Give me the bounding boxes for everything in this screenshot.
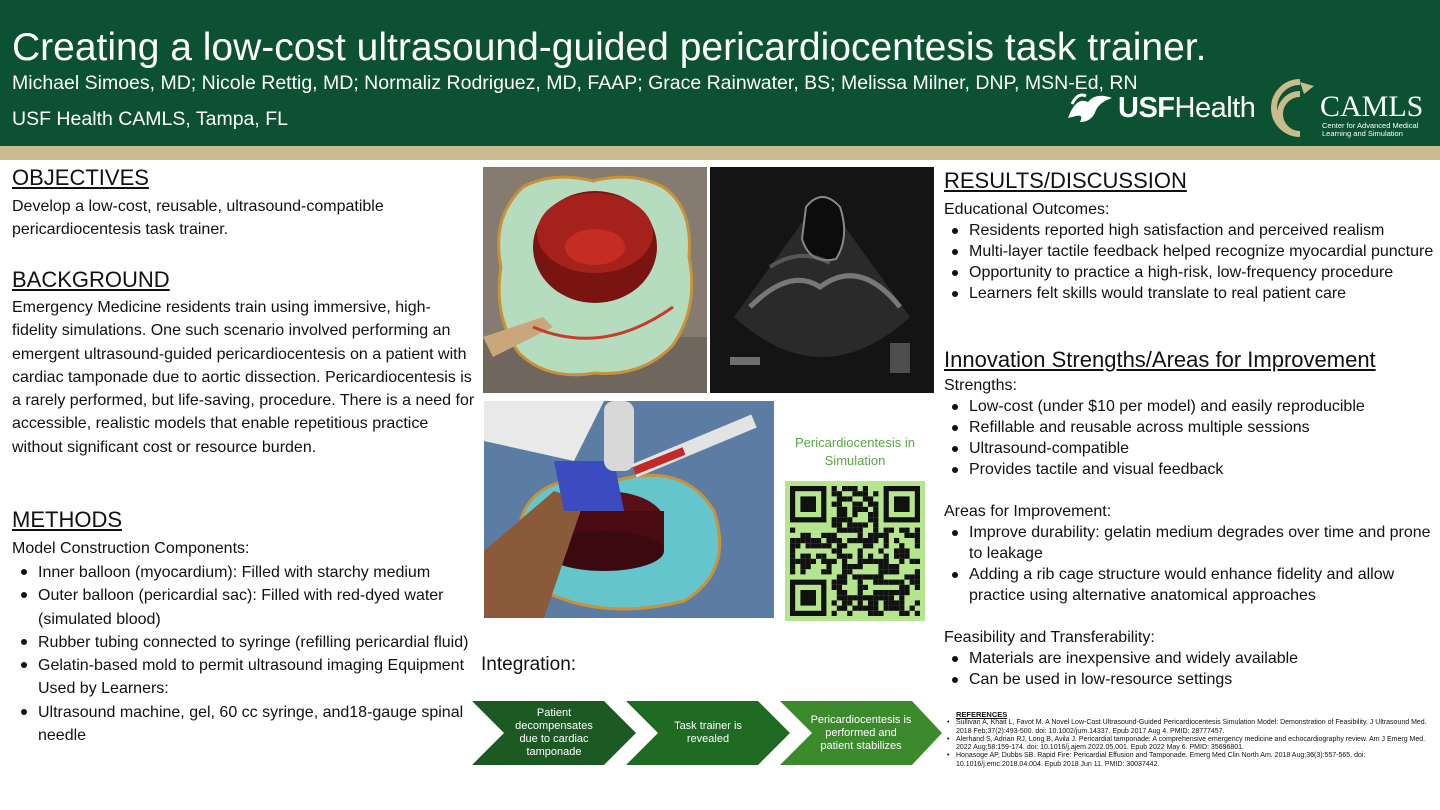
usf-health-wordmark	[1118, 92, 1255, 125]
author-list: Michael Simoes, MD; Nicole Rettig, MD; Normaliz Rodriguez, MD, FAAP; Grace Rainwater, BS; Melissa Milner, DNP, MSN-Ed, RN	[12, 72, 1138, 94]
list-item: Rubber tubing connected to syringe (refilling pericardial fluid)	[13, 631, 475, 654]
methods-heading: METHODS	[12, 507, 122, 532]
camls-logo	[1270, 76, 1435, 140]
methods-subheading: Model Construction Components:	[12, 540, 250, 557]
feasibility-list	[944, 648, 1438, 690]
list-item: Ultrasound machine, gel, 60 cc syringe, and18-gauge spinal needle	[13, 701, 475, 748]
procedure-photo	[484, 401, 774, 618]
poster-title: Creating a low-cost ultrasound-guided pericardiocentesis task trainer.	[12, 26, 1207, 69]
feasibility-label: Feasibility and Transferability:	[944, 629, 1155, 646]
qr-label: Pericardiocentesis in Simulation	[795, 435, 915, 468]
list-item: Gelatin-based mold to permit ultrasound imaging Equipment Used by Learners:	[13, 654, 475, 701]
results-heading: RESULTS/DISCUSSION	[944, 168, 1187, 193]
camls-swirl-icon	[1270, 76, 1324, 140]
reference-item: • Honasoge AP, Dubbs SB. Rapid Fire: Pericardial Effusion and Tamponade. Emerg Med Clin North Am. 2018 Aug;36(3):557-565. doi: 10.1016/j.emc.2018.04.004. Epub 2018 Jun 11. PMID: 30037442.	[956, 752, 1440, 769]
list-item: Low-cost (under $10 per model) and easily reproducible	[944, 396, 1438, 417]
list-item: Learners felt skills would translate to real patient care	[944, 283, 1438, 304]
flow-step-1-text: Patient decompensates due to cardiac tamponade	[515, 707, 593, 758]
list-item: Adding a rib cage structure would enhance fidelity and allow practice using alternative anatomical approaches	[944, 564, 1438, 606]
references-list	[956, 719, 1440, 769]
qr-code[interactable]	[785, 481, 925, 621]
references-heading: REFERENCES	[956, 710, 1008, 719]
strengths-list	[944, 396, 1438, 480]
camls-subtitle: Center for Advanced Medical Learning and Simulation	[1322, 121, 1419, 138]
list-item: Refillable and reusable across multiple sessions	[944, 417, 1438, 438]
list-item: Inner balloon (myocardium): Filled with starchy medium	[13, 561, 475, 584]
objectives-text: Develop a low-cost, reusable, ultrasound-compatible pericardiocentesis task trainer.	[12, 198, 384, 239]
camls-wordmark: CAMLS	[1320, 90, 1424, 123]
qr-code-icon	[785, 481, 925, 621]
usf-wordmark-regular: Health	[1174, 92, 1256, 124]
list-item: Ultrasound-compatible	[944, 438, 1438, 459]
flow-step-2-text: Task trainer is revealed	[674, 720, 742, 745]
list-item: Materials are inexpensive and widely available	[944, 648, 1438, 669]
strengths-label: Strengths:	[944, 377, 1017, 394]
areas-label: Areas for Improvement:	[944, 503, 1112, 520]
innovation-heading: Innovation Strengths/Areas for Improvement	[944, 347, 1376, 372]
reference-item: • Sullivan A, Khait L, Favot M. A Novel Low-Cost Ultrasound-Guided Pericardiocentesis Simulation Model: Demonstration of Feasibility. J Ultrasound Med. 2018 Feb;37(2):493-500. doi: 10.1002/jum.14337. Epub 2017 Aug 4. PMID: 28777457.	[956, 719, 1440, 736]
list-item: Opportunity to practice a high-risk, low-frequency procedure	[944, 262, 1438, 283]
flow-step-3-text: Pericardiocentesis is performed and patient stabilizes	[810, 713, 912, 752]
areas-list	[944, 522, 1438, 606]
methods-list	[13, 561, 475, 747]
poster-header	[0, 0, 1440, 146]
background-heading: BACKGROUND	[12, 267, 170, 292]
list-item: Improve durability: gelatin medium degrades over time and prone to leakage	[944, 522, 1438, 564]
objectives-heading: OBJECTIVES	[12, 165, 149, 190]
reference-item: • Alerhand S, Adrian RJ, Long B, Avila J. Pericardial tamponade: A comprehensive emergency medicine and echocardiography review. Am J Emerg Med. 2022 Aug;58:159-174. doi: 10.1016/j.ajem.2022.05.001. Epub 2022 May 6. PMID: 35696801.	[956, 736, 1440, 753]
list-item: Outer balloon (pericardial sac): Filled with red-dyed water (simulated blood)	[13, 584, 475, 631]
integration-flow	[472, 701, 942, 765]
usf-wordmark-bold: USF	[1118, 92, 1175, 124]
results-subheading: Educational Outcomes:	[944, 201, 1110, 218]
trainer-photo	[483, 167, 707, 393]
list-item: Can be used in low-resource settings	[944, 669, 1438, 690]
affiliation: USF Health CAMLS, Tampa, FL	[12, 108, 288, 130]
usf-health-logo	[1066, 88, 1262, 130]
ultrasound-image	[710, 167, 934, 393]
references	[956, 711, 1440, 769]
header-accent-band	[0, 146, 1440, 160]
results-list	[944, 220, 1438, 304]
integration-heading: Integration:	[481, 654, 577, 675]
list-item: Residents reported high satisfaction and perceived realism	[944, 220, 1438, 241]
background-text: Emergency Medicine residents train using immersive, high-fidelity simulations. One such scenario involved performing an emergent ultrasound-guided pericardiocentesis on a patient with cardiac tamponade due to aortic dissection. Pericardiocentesis is a rarely performed, but life-saving, procedure. There is a need for accessible, realistic models that enable repetitious practice without significant cost or resource burden.	[12, 299, 475, 456]
list-item: Multi-layer tactile feedback helped recognize myocardial puncture	[944, 241, 1438, 262]
bull-icon	[1066, 88, 1114, 128]
list-item: Provides tactile and visual feedback	[944, 459, 1438, 480]
